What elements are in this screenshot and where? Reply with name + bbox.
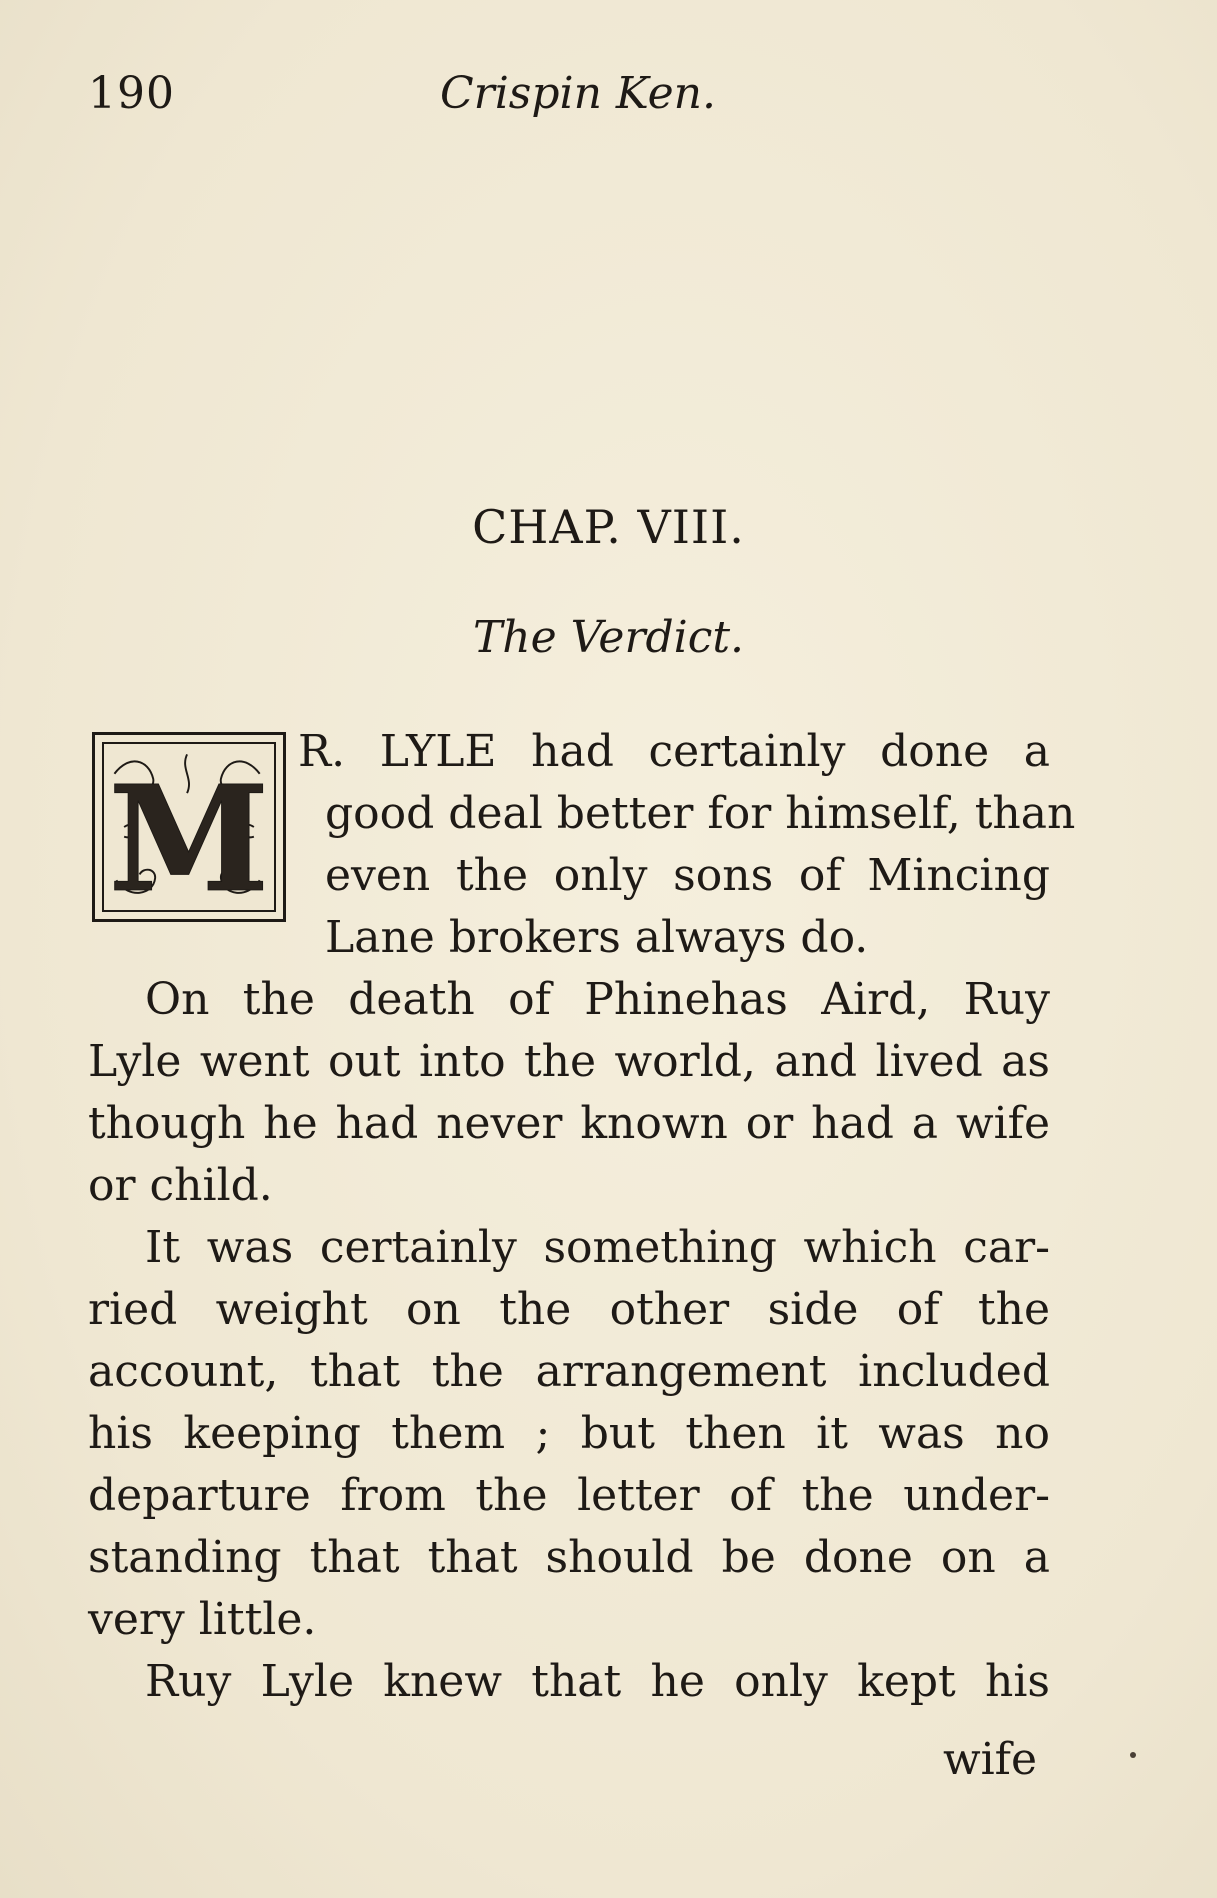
text-line: or child. — [88, 1160, 273, 1211]
text-line: It was certainly something which car- — [145, 1222, 1050, 1273]
text-line: Lane brokers always do. — [325, 912, 869, 963]
text-line: account, that the arrangement included — [88, 1346, 1050, 1397]
text-line: though he had never known or had a wife — [88, 1098, 1050, 1149]
drop-cap-letter: M — [108, 754, 270, 919]
drop-cap-initial — [92, 732, 286, 922]
page-number: 190 — [88, 68, 175, 119]
ink-speck — [1130, 1752, 1136, 1758]
text-line: R. LYLE had certainly done a — [298, 726, 1050, 777]
text-line: departure from the letter of the under- — [88, 1470, 1050, 1521]
running-title: Crispin Ken. — [440, 68, 716, 119]
chapter-subtitle: The Verdict. — [472, 612, 745, 663]
text-line: standing that that should be done on a — [88, 1532, 1050, 1583]
catchword: wife — [942, 1734, 1037, 1785]
text-line: On the death of Phinehas Aird, Ruy — [145, 974, 1050, 1025]
text-line: even the only sons of Mincing — [325, 850, 1050, 901]
text-line: Lyle went out into the world, and lived as — [88, 1036, 1050, 1087]
text-line: good deal better for himself, than — [325, 788, 1076, 839]
text-line: his keeping them ; but then it was no — [88, 1408, 1050, 1459]
text-line: ried weight on the other side of the — [88, 1284, 1050, 1335]
drop-cap-ornament-icon — [95, 735, 283, 919]
text-line: very little. — [88, 1594, 317, 1645]
text-line: Ruy Lyle knew that he only kept his — [145, 1656, 1050, 1707]
chapter-heading: CHAP. VIII. — [472, 500, 745, 554]
running-head — [88, 68, 1048, 128]
